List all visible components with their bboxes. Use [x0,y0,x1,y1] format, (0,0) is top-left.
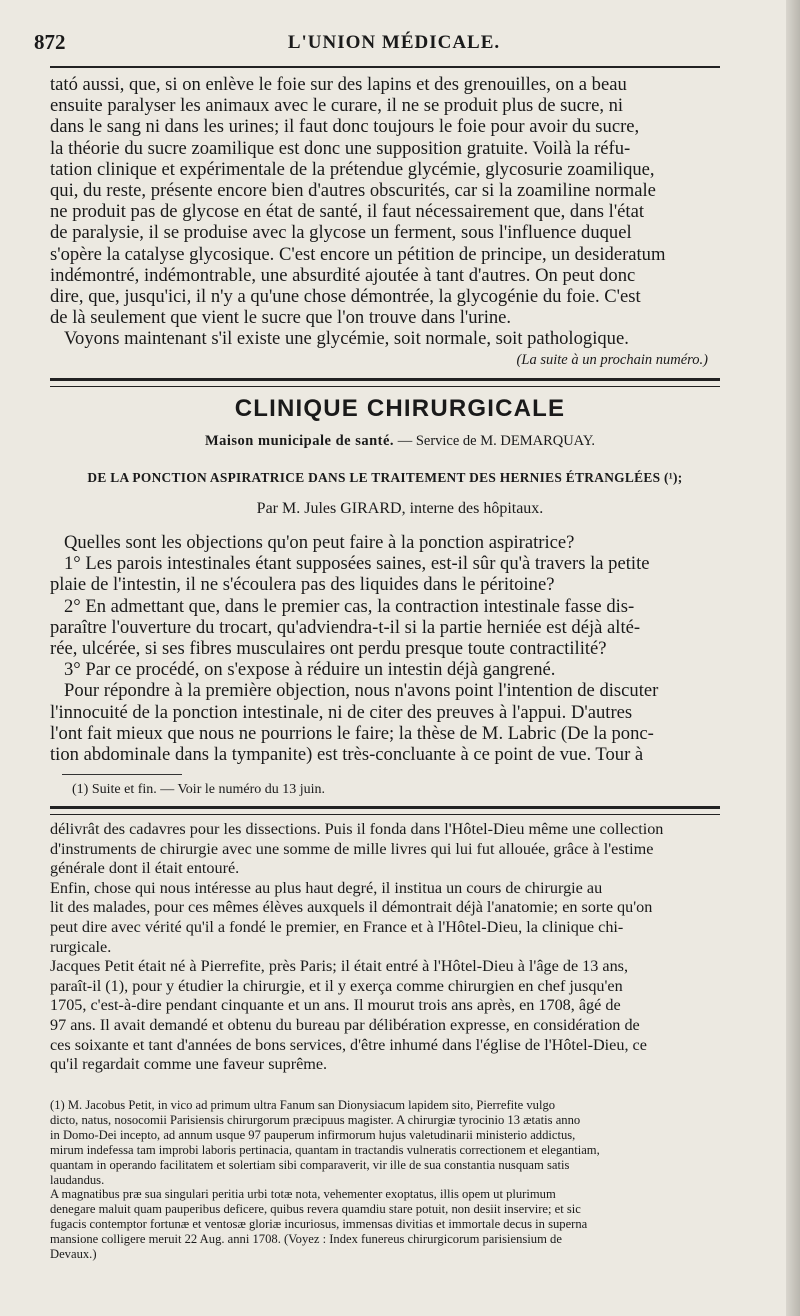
text-line: tató aussi, que, si on enlève le foie sur des lapins et des grenouilles, on a beau [50,74,627,95]
section-divider [50,378,720,387]
note-line: laudandus. [50,1172,105,1187]
text-line: de paralysie, il se produise avec la glycose un ferment, sous l'influence duquel [50,222,632,244]
article-body [50,532,710,765]
feuilleton-notes [50,1098,710,1262]
page-edge-shadow [786,0,800,1316]
footnote-rule [62,774,182,775]
note-line: fugacis contemptor fortunæ et ventosæ gloriæ incuriosus, immensas divitias et immortale decus in superna [50,1217,588,1232]
service-location: Maison municipale de santé. [204,433,395,449]
text-line: Voyons maintenant s'il existe une glycémie, soit normale, soit pathologique. [64,328,629,350]
service-line [0,433,800,450]
text-line: lit des malades, pour ces mêmes élèves auxquels il démontrait déjà l'anatomie; en sorte qu'on [50,898,653,917]
text-line: tion abdominale dans la tympanite) est très-concluante à ce point de vue. Tour à [50,744,644,766]
text-line: d'instruments de chirurgie avec une somme de mille livres qui lui fut allouée, grâce à l'estime [50,839,654,858]
text-line: 1705, c'est-à-dire pendant cinquante et un ans. Il mourut trois ans après, en 1708, âgé de [50,996,621,1015]
text-line: paraît-il (1), pour y étudier la chirurgie, et il y exerça comme chirurgien en chef jusqu'en [50,976,623,995]
text-line: qu'il regardait comme une faveur suprême. [50,1055,328,1074]
text-line: Pour répondre à la première objection, nous n'avons point l'intention de discuter [64,680,659,702]
text-line: s'opère la catalyse glycosique. C'est encore un pétition de principe, un desideratum [50,243,666,265]
text-line: plaie de l'intestin, il ne s'écoulera pas des liquides dans le péritoine? [50,574,555,596]
text-line: délivrât des cadavres pour les dissections. Puis il fonda dans l'Hôtel-Dieu même une collection [50,820,664,838]
note-line: quantam in operando facilitatem et solertiam sibi comparaverit, vir ille de sua constantia nusquam satis [50,1157,570,1172]
note-line: A magnatibus præ sua singulari peritia urbi totæ nota, vehementer exoptatus, illis opem ut plurimum [50,1187,556,1202]
note-line: Devaux.) [50,1247,97,1262]
text-line: l'ont fait mieux que nous ne pourrions le faire; la thèse de M. Labric (De la ponc- [50,722,654,744]
text-line: Jacques Petit était né à Pierrefite, près Paris; il était entré à l'Hôtel-Dieu à l'âge de 13 ans, [50,957,629,976]
text-line: rurgicale. [50,937,112,956]
note-line: denegare maluit quam pauperibus deficere, quibus revera quamdiu stare potuit, non desiit inservire; et sic [50,1202,581,1217]
byline: Par M. Jules GIRARD, interne des hôpitaux. [256,500,544,517]
text-line: 3° Par ce procédé, on s'expose à réduire un intestin déjà gangrené. [64,659,556,681]
service-chief: — Service de M. DEMARQUAY. [394,433,596,449]
note-line: mirum indefessa tam improbi laboris pertinacia, quantam in tractandis vulneratis correctionem et elegantiam, [50,1142,600,1157]
text-line: Enfin, chose qui nous intéresse au plus haut degré, il institua un cours de chirurgie au [50,878,603,897]
text-line: indémontré, indémontrable, une absurdité ajoutée à tant d'autres. On peut donc [50,264,636,286]
note-line: mansione colligere meruit 22 Aug. anni 1708. (Voyez : Index funereus chirurgicorum parisiensium de [50,1232,562,1247]
text-line: dire, que, jusqu'ici, il n'y a qu'une chose démontrée, la glycogénie du foie. C'est [50,286,641,308]
intro-paragraph [50,74,710,350]
text-line: 2° En admettant que, dans le premier cas, la contraction intestinale fasse dis- [64,595,635,617]
text-line: ces soixante et tant d'années de bons services, d'être inhumé dans l'église de l'Hôtel-Dieu, ce [50,1035,647,1054]
text-line: 1° Les parois intestinales étant supposées saines, est-il sûr qu'à travers la petite [64,553,650,575]
text-line: peut dire avec vérité qu'il a fondé le premier, en France et à l'Hôtel-Dieu, la clinique chi- [50,917,624,936]
text-line: ensuite paralyser les animaux avec le curare, il ne se produit plus de sucre, ni [50,95,624,117]
header-rule [50,66,720,68]
page-header [34,30,754,60]
article-footnote: (1) Suite et fin. — Voir le numéro du 13 juin. [72,782,326,797]
text-line: 97 ans. Il avait demandé et obtenu du bureau par délibération expresse, en considération de [50,1015,640,1034]
text-line: de là seulement que vient le sucre que l'on trouve dans l'urine. [50,307,512,329]
note-line: in Domo-Dei incepto, ad annum usque 97 pauperum infirmorum hujus valetudinarii ministerio addictus, [50,1127,576,1142]
text-line: rée, ulcérée, si ses fibres musculaires ont perdu presque toute contractilité? [50,638,607,660]
text-line: l'innocuité de la ponction intestinale, ni de citer des preuves à l'appui. D'autres [50,701,633,723]
page-number: 872 [34,30,66,54]
continued-note: (La suite à un prochain numéro.) [516,352,708,368]
text-line: dans le sang ni dans les urines; il faut donc toujours le foie pour avoir du sucre, [50,116,640,138]
article-title: DE LA PONCTION ASPIRATRICE DANS LE TRAITEMENT DES HERNIES ÉTRANGLÉES (¹); [87,470,683,485]
text-line: paraître l'ouverture du trocart, qu'adviendra-t-il si la partie herniée est déjà alté- [50,616,641,638]
text-line: générale dont il était entouré. [50,859,240,878]
note-line: (1) M. Jacobus Petit, in vico ad primum ultra Fanum san Dionysiacum lapidem sito, Pierrefite vulgo [50,1098,556,1112]
feuilleton-divider [50,806,720,815]
text-line: ne produit pas de glycose en état de santé, il faut nécessairement que, dans l'état [50,201,645,223]
running-title: L'UNION MÉDICALE. [287,32,501,53]
text-line: qui, du reste, présente encore bien d'autres obscurités, car si la zoamiline normale [50,180,656,202]
text-line: la théorie du sucre zoamilique est donc une supposition gratuite. Voilà la réfu- [50,137,631,159]
section-title: CLINIQUE CHIRURGICALE [234,395,566,422]
feuilleton-body [50,820,710,1075]
text-line: tation clinique et expérimentale de la prétendue glycémie, glycosurie zoamilique, [50,158,655,180]
note-line: dicto, natus, nosocomii Parisiensis chirurgorum præcipuus magister. A chirurgiæ tyrocinio 13 ætatis anno [50,1112,581,1127]
text-line: Quelles sont les objections qu'on peut faire à la ponction aspiratrice? [64,532,575,553]
